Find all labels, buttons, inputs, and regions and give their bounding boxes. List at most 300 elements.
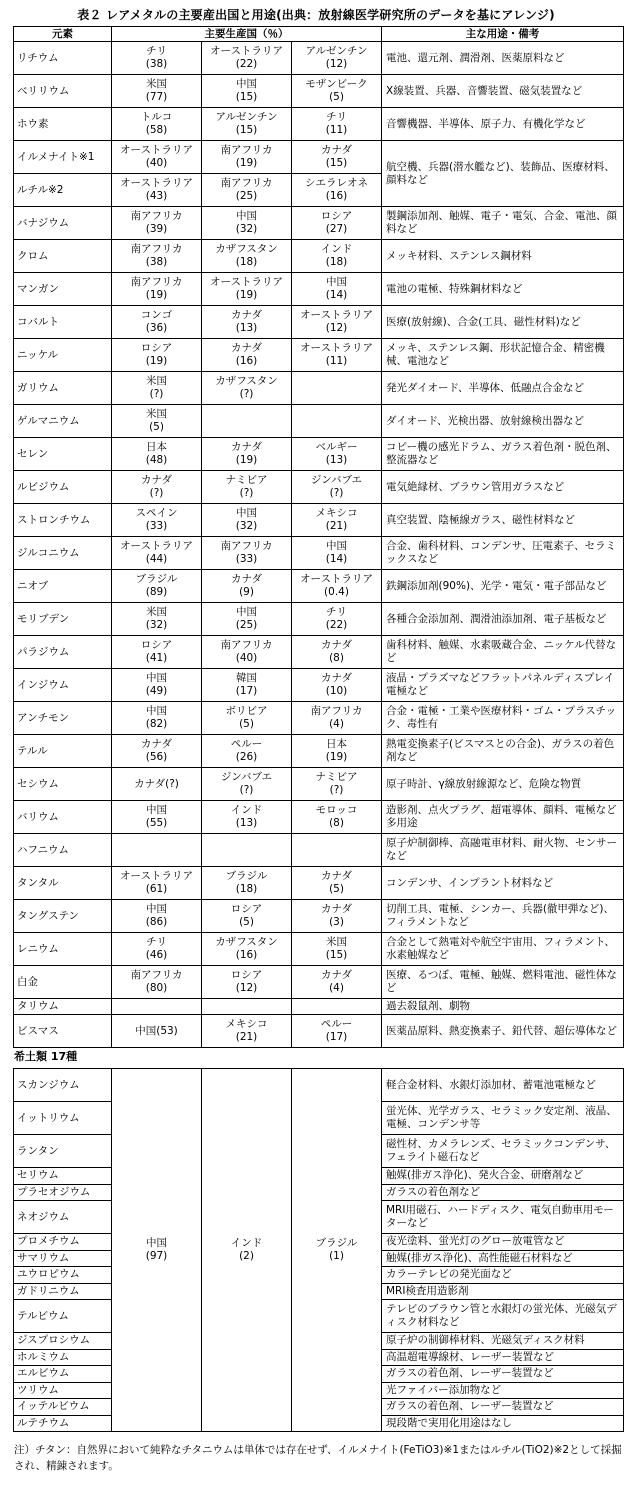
use-description: 医療、るつぼ、電極、触媒、燃料電池、磁性体など	[382, 966, 624, 999]
share-percent: (16)	[235, 949, 258, 961]
producer-cell	[202, 966, 292, 999]
use-description: 過去殺鼠剤、劇物	[382, 999, 624, 1015]
use-description: テレビのブラウン管と水銀灯の蛍光体、光磁気ディスク材料など	[382, 1300, 624, 1333]
share-percent: (33)	[235, 553, 258, 565]
country-name: ナミビア	[225, 474, 268, 486]
country-name: 南アフリカ	[130, 243, 183, 255]
use-description: 鉄鋼添加剤(90%)、光学・電気・電子部品など	[382, 570, 624, 603]
producer-cell	[202, 570, 292, 603]
producer-cell	[292, 1069, 382, 1432]
use-description: 原子炉制御棒、高融電車材料、耐火物、センサーなど	[382, 834, 624, 867]
producer-cell	[112, 1015, 202, 1048]
country-name: オーストラリア	[300, 573, 373, 585]
producer-cell	[112, 966, 202, 999]
country-name: ロシア	[230, 903, 263, 915]
share-percent: (16)	[235, 355, 258, 367]
table-row	[14, 240, 624, 273]
use-description: 切削工具、電極、シンカー、兵器(徹甲弾など)、フィラメントなど	[382, 900, 624, 933]
producer-cell	[112, 1069, 202, 1432]
table-row	[14, 768, 624, 801]
country-name: スペイン	[135, 507, 178, 519]
use-description: 触媒(排ガス浄化)、高性能磁石材料など	[382, 1250, 624, 1267]
country-name: ペルー	[320, 1018, 353, 1030]
table-row	[14, 834, 624, 867]
share-percent: (3)	[329, 916, 344, 928]
producer-cell	[112, 603, 202, 636]
element-name: ネオジウム	[14, 1201, 112, 1234]
producer-cell	[202, 372, 292, 405]
share-percent: (86)	[145, 916, 168, 928]
country-name: インド	[230, 804, 263, 816]
country-name: カザフスタン	[215, 243, 278, 255]
share-percent: (19)	[145, 355, 168, 367]
share-percent: (38)	[145, 58, 168, 70]
share-percent: (12)	[325, 58, 348, 70]
use-description: 熱電変換素子(ビスマスとの合金)、ガラスの着色剤など	[382, 735, 624, 768]
share-percent: (5)	[329, 883, 344, 895]
producer-cell	[292, 1015, 382, 1048]
producer-cell	[292, 504, 382, 537]
share-percent: (18)	[235, 256, 258, 268]
share-percent: (5)	[149, 421, 164, 433]
country-name: ロシア	[140, 639, 173, 651]
country-name: オーストラリア	[210, 276, 283, 288]
producer-cell	[292, 75, 382, 108]
header-uses: 主な用途・備考	[382, 27, 624, 42]
rare-earth-title: 希土類 17種	[14, 1050, 78, 1063]
use-description: 歯科材料、触媒、水素吸蔵合金、ニッケル代替など	[382, 636, 624, 669]
element-name: コバルト	[14, 306, 112, 339]
share-percent: (14)	[325, 553, 348, 565]
country-name: ロシア	[320, 210, 353, 222]
producer-cell	[292, 768, 382, 801]
country-name: カナダ	[141, 474, 172, 486]
table-row	[14, 405, 624, 438]
share-percent: (5)	[329, 91, 344, 103]
table-row	[14, 372, 624, 405]
element-name: ジルコニウム	[14, 537, 112, 570]
country-name: オーストラリア	[120, 870, 193, 882]
country-name: 南アフリカ	[310, 705, 363, 717]
country-name: 米国	[146, 606, 167, 618]
producer-cell	[112, 306, 202, 339]
share-percent: (?)	[329, 487, 344, 499]
producer-cell	[202, 801, 292, 834]
share-percent: (2)	[239, 1250, 254, 1262]
producer-cell	[292, 339, 382, 372]
share-percent: (15)	[325, 949, 348, 961]
country-name: アルゼンチン	[305, 45, 368, 57]
share-percent: (0.4)	[324, 586, 349, 598]
element-name: イッテルビウム	[14, 1399, 112, 1416]
share-percent: (49)	[145, 685, 168, 697]
element-name: スカンジウム	[14, 1069, 112, 1102]
table-row	[14, 339, 624, 372]
producer-cell	[202, 42, 292, 75]
share-percent: (13)	[235, 322, 258, 334]
producer-cell	[202, 405, 292, 438]
country-name: カナダ	[231, 342, 262, 354]
producer-cell	[112, 42, 202, 75]
share-percent: (19)	[145, 289, 168, 301]
element-name: ルテチウム	[14, 1415, 112, 1432]
use-description: 磁性材、カメラレンズ、セラミックコンデンサ、フェライト磁石など	[382, 1135, 624, 1168]
element-name: タンタル	[14, 867, 112, 900]
table-row	[14, 933, 624, 966]
producer-cell	[112, 339, 202, 372]
country-name: メキシコ	[315, 507, 358, 519]
use-description: ガラスの着色剤など	[382, 1184, 624, 1201]
element-name: サマリウム	[14, 1250, 112, 1267]
share-percent: (38)	[145, 256, 168, 268]
element-name: イットリウム	[14, 1102, 112, 1135]
country-name: カナダ	[321, 144, 352, 156]
producer-cell	[112, 867, 202, 900]
share-percent: (19)	[235, 157, 258, 169]
share-percent: (82)	[145, 718, 168, 730]
country-name: トルコ	[140, 111, 173, 123]
country-name: 日本	[146, 441, 167, 453]
share-percent: (8)	[329, 652, 344, 664]
producer-cell	[202, 834, 292, 867]
country-name: カナダ(?)	[134, 777, 179, 790]
use-description: 夜光塗料、蛍光灯のグロー放電管など	[382, 1234, 624, 1251]
use-description: 医薬品原料、熱変換素子、鉛代替、超伝導体など	[382, 1015, 624, 1048]
country-name: モザンビーク	[305, 78, 368, 90]
country-name: 南アフリカ	[220, 540, 273, 552]
element-name: モリブデン	[14, 603, 112, 636]
use-description: ガラスの着色剤、レーザー装置など	[382, 1366, 624, 1383]
producer-cell	[112, 405, 202, 438]
use-description: 航空機、兵器(潜水艦など)、装飾品、医療材料、顔料など	[382, 141, 624, 207]
share-percent: (15)	[235, 124, 258, 136]
producer-cell	[112, 273, 202, 306]
producer-cell	[292, 702, 382, 735]
producer-cell	[202, 900, 292, 933]
use-description: 原子炉の制御棒材料、光磁気ディスク材料	[382, 1333, 624, 1350]
country-name: オーストラリア	[300, 309, 373, 321]
element-name: パラジウム	[14, 636, 112, 669]
producer-cell	[202, 240, 292, 273]
producer-cell	[202, 108, 292, 141]
country-name: 南アフリカ	[220, 177, 273, 189]
country-name: 南アフリカ	[130, 276, 183, 288]
element-name: ガリウム	[14, 372, 112, 405]
producer-cell	[202, 669, 292, 702]
table-row	[14, 636, 624, 669]
producer-cell	[112, 834, 202, 867]
country-name: オーストラリア	[210, 45, 283, 57]
share-percent: (61)	[145, 883, 168, 895]
country-name: ブラジル	[315, 1237, 358, 1249]
rare-earth-table	[13, 1068, 624, 1432]
producer-cell	[112, 768, 202, 801]
share-percent: (19)	[235, 289, 258, 301]
use-description: 原子時計、γ線放射線源など、危険な物質	[382, 768, 624, 801]
producer-cell	[112, 801, 202, 834]
country-name: インド	[230, 1237, 263, 1249]
share-percent: (16)	[325, 190, 348, 202]
use-description: 合金、歯科材料、コンデンサ、圧電素子、セラミックスなど	[382, 537, 624, 570]
country-name: インド	[320, 243, 353, 255]
producer-cell	[292, 240, 382, 273]
header-producers: 主要生産国（％）	[112, 27, 382, 42]
share-percent: (17)	[325, 1031, 348, 1043]
element-name: セシウム	[14, 768, 112, 801]
producer-cell	[112, 999, 202, 1015]
producer-cell	[202, 438, 292, 471]
producer-cell	[202, 339, 292, 372]
producer-cell	[112, 636, 202, 669]
header-element: 元素	[14, 27, 112, 42]
producer-cell	[112, 141, 202, 174]
country-name: チリ	[326, 606, 347, 618]
share-percent: (89)	[145, 586, 168, 598]
country-name: オーストラリア	[120, 540, 193, 552]
use-description: メッキ、ステンレス鋼、形状記憶合金、精密機械、電池など	[382, 339, 624, 372]
table-row	[14, 504, 624, 537]
share-percent: (36)	[145, 322, 168, 334]
share-percent: (4)	[329, 718, 344, 730]
element-name: クロム	[14, 240, 112, 273]
country-name: シエラレオネ	[305, 177, 368, 189]
use-description: 製鋼添加剤、触媒、電子・電気、合金、電池、顔料など	[382, 207, 624, 240]
country-name: カナダ	[321, 969, 352, 981]
share-percent: (22)	[325, 619, 348, 631]
producer-cell	[292, 867, 382, 900]
country-name: ブラジル	[135, 573, 178, 585]
country-name: チリ	[146, 45, 167, 57]
share-percent: (12)	[235, 982, 258, 994]
share-percent: (48)	[145, 454, 168, 466]
table-row	[14, 735, 624, 768]
share-percent: (?)	[149, 487, 164, 499]
use-description: 各種合金添加剤、潤滑油添加剤、電子基板など	[382, 603, 624, 636]
producer-cell	[292, 834, 382, 867]
share-percent: (55)	[145, 817, 168, 829]
producer-cell	[202, 471, 292, 504]
element-name: ジスプロシウム	[14, 1333, 112, 1350]
share-percent: (40)	[235, 652, 258, 664]
table-row	[14, 570, 624, 603]
country-name: 米国	[146, 408, 167, 420]
element-name: テルル	[14, 735, 112, 768]
table-row	[14, 1015, 624, 1048]
country-name: 中国	[146, 903, 167, 915]
share-percent: (17)	[235, 685, 258, 697]
share-percent: (32)	[235, 223, 258, 235]
producer-cell	[112, 669, 202, 702]
country-name: カザフスタン	[215, 936, 278, 948]
use-description: MRI検査用造影剤	[382, 1283, 624, 1300]
use-description: 医療(放射線)、合金(工具、磁性材料)など	[382, 306, 624, 339]
country-name: 日本	[326, 738, 347, 750]
country-name: カナダ	[231, 441, 262, 453]
share-percent: (18)	[325, 256, 348, 268]
share-percent: (27)	[325, 223, 348, 235]
producer-cell	[112, 570, 202, 603]
country-name: メキシコ	[225, 1018, 268, 1030]
country-name: カザフスタン	[215, 375, 278, 387]
use-description: 光ファイバー添加物など	[382, 1382, 624, 1399]
share-percent: (12)	[325, 322, 348, 334]
share-percent: (77)	[145, 91, 168, 103]
producer-cell	[202, 735, 292, 768]
use-description: 触媒(排ガス浄化)、発火合金、研磨剤など	[382, 1168, 624, 1185]
share-percent: (33)	[145, 520, 168, 532]
use-description: 合金として熱電対や航空宇宙用、フィラメント、水素触媒など	[382, 933, 624, 966]
country-name: カナダ	[231, 573, 262, 585]
country-name: 韓国	[236, 672, 257, 684]
use-description: 現段階で実用化用途はなし	[382, 1415, 624, 1432]
producer-cell	[112, 537, 202, 570]
table-row	[14, 702, 624, 735]
use-description: MRI用磁石、ハードディスク、電気自動車用モーターなど	[382, 1201, 624, 1234]
element-name: ユウロピウム	[14, 1267, 112, 1284]
share-percent: (19)	[235, 454, 258, 466]
country-name: 中国	[236, 78, 257, 90]
producer-cell	[292, 966, 382, 999]
rare-metal-table	[13, 26, 624, 1048]
use-description: 高温超電導線材、レーザー装置など	[382, 1349, 624, 1366]
share-percent: (15)	[325, 157, 348, 169]
share-percent: (14)	[325, 289, 348, 301]
use-description: 音響機器、半導体、原子力、有機化学など	[382, 108, 624, 141]
country-name: カナダ	[231, 309, 262, 321]
table-row	[14, 306, 624, 339]
country-name: チリ	[326, 111, 347, 123]
producer-cell	[202, 273, 292, 306]
producer-cell	[292, 603, 382, 636]
country-name: 中国	[146, 705, 167, 717]
country-name: 中国(53)	[135, 1024, 178, 1037]
use-description: メッキ材料、ステンレス鋼材料	[382, 240, 624, 273]
country-name: コンゴ	[140, 309, 173, 321]
country-name: ベルギー	[315, 441, 358, 453]
share-percent: (?)	[329, 784, 344, 796]
country-name: オーストラリア	[300, 342, 373, 354]
country-name: 南アフリカ	[220, 144, 273, 156]
table-row	[14, 867, 624, 900]
table-header-row	[14, 27, 624, 42]
producer-cell	[292, 438, 382, 471]
element-name: アンチモン	[14, 702, 112, 735]
country-name: 中国	[236, 210, 257, 222]
share-percent: (8)	[329, 817, 344, 829]
country-name: 中国	[326, 276, 347, 288]
producer-cell	[202, 768, 292, 801]
element-name: 白金	[14, 966, 112, 999]
table-row	[14, 801, 624, 834]
country-name: ブラジル	[225, 870, 268, 882]
share-percent: (19)	[325, 751, 348, 763]
element-name: ゲルマニウム	[14, 405, 112, 438]
producer-cell	[112, 438, 202, 471]
share-percent: (13)	[235, 817, 258, 829]
producer-cell	[202, 174, 292, 207]
producer-cell	[202, 207, 292, 240]
producer-cell	[292, 735, 382, 768]
share-percent: (5)	[239, 718, 254, 730]
use-description: 合金・電極・工業や医療材料・ゴム・プラスチック、毒性有	[382, 702, 624, 735]
share-percent: (41)	[145, 652, 168, 664]
table-row	[14, 1069, 624, 1102]
producer-cell	[112, 471, 202, 504]
element-name: タリウム	[14, 999, 112, 1015]
share-percent: (11)	[325, 355, 348, 367]
producer-cell	[292, 570, 382, 603]
element-name: レニウム	[14, 933, 112, 966]
producer-cell	[202, 1069, 292, 1432]
country-name: ジンバブエ	[311, 474, 362, 486]
table-row	[14, 75, 624, 108]
share-percent: (25)	[235, 190, 258, 202]
share-percent: (40)	[145, 157, 168, 169]
table-row	[14, 108, 624, 141]
table-row	[14, 471, 624, 504]
producer-cell	[292, 801, 382, 834]
producer-cell	[292, 372, 382, 405]
use-description: ダイオード、光検出器、放射線検出器など	[382, 405, 624, 438]
producer-cell	[112, 240, 202, 273]
producer-cell	[112, 933, 202, 966]
country-name: 南アフリカ	[130, 969, 183, 981]
share-percent: (22)	[235, 58, 258, 70]
table-row	[14, 603, 624, 636]
producer-cell	[292, 537, 382, 570]
element-name: ツリウム	[14, 1382, 112, 1399]
share-percent: (58)	[145, 124, 168, 136]
share-percent: (46)	[145, 949, 168, 961]
share-percent: (97)	[145, 1250, 168, 1262]
producer-cell	[202, 636, 292, 669]
share-percent: (39)	[145, 223, 168, 235]
use-description: 液晶・プラズマなどフラットパネルディスプレイ電極など	[382, 669, 624, 702]
table-row	[14, 966, 624, 999]
country-name: カナダ	[321, 870, 352, 882]
producer-cell	[292, 999, 382, 1015]
use-description: 軽合金材料、水銀灯添加材、蓄電池電極など	[382, 1069, 624, 1102]
element-name: ニオブ	[14, 570, 112, 603]
producer-cell	[112, 372, 202, 405]
country-name: オーストラリア	[120, 177, 193, 189]
country-name: 中国	[236, 507, 257, 519]
country-name: 米国	[146, 375, 167, 387]
element-name: プロメチウム	[14, 1234, 112, 1251]
element-name: ホウ素	[14, 108, 112, 141]
country-name: ロシア	[230, 969, 263, 981]
country-name: 南アフリカ	[220, 639, 273, 651]
share-percent: (32)	[235, 520, 258, 532]
table-row	[14, 537, 624, 570]
producer-cell	[292, 42, 382, 75]
use-description: コピー機の感光ドラム、ガラス着色剤・脱色剤、整流器など	[382, 438, 624, 471]
producer-cell	[112, 108, 202, 141]
share-percent: (32)	[145, 619, 168, 631]
producer-cell	[202, 537, 292, 570]
element-name: タングステン	[14, 900, 112, 933]
producer-cell	[292, 933, 382, 966]
country-name: 米国	[326, 936, 347, 948]
share-percent: (11)	[325, 124, 348, 136]
element-name: セリウム	[14, 1168, 112, 1185]
country-name: チリ	[146, 936, 167, 948]
country-name: カナダ	[321, 903, 352, 915]
element-name: ガドリニウム	[14, 1283, 112, 1300]
producer-cell	[202, 306, 292, 339]
element-name: プラセオジウム	[14, 1184, 112, 1201]
share-percent: (?)	[239, 784, 254, 796]
